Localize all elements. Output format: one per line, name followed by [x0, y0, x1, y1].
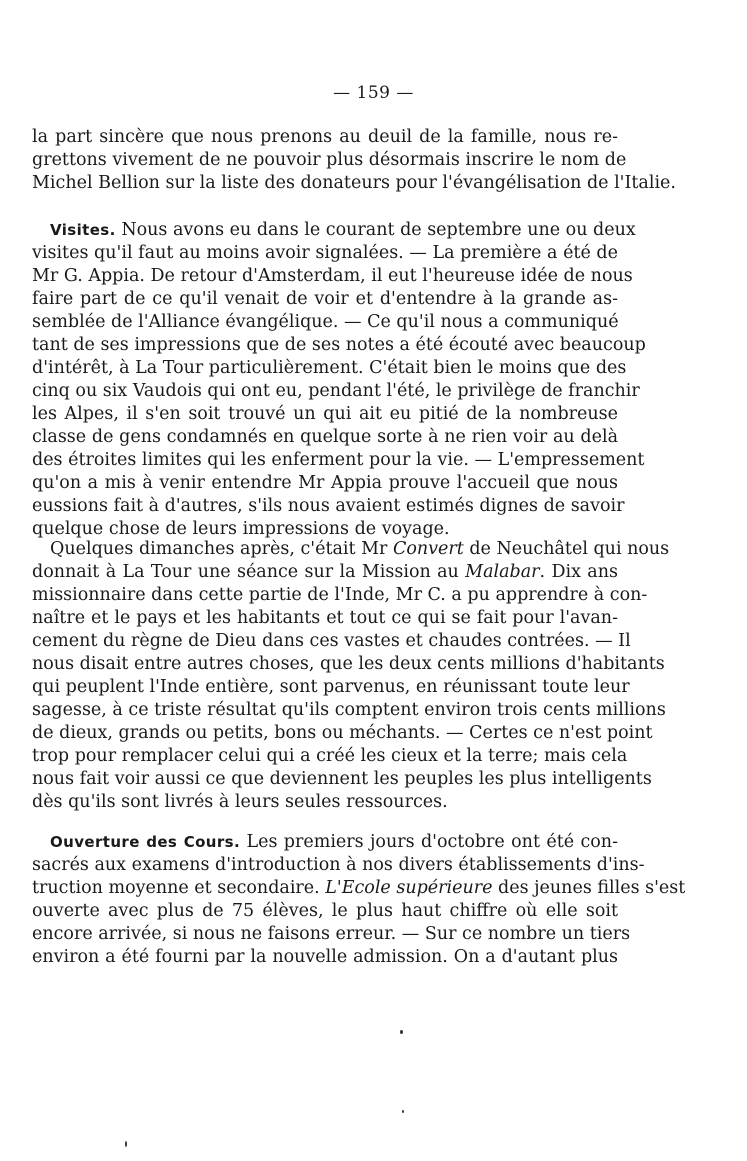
text-line: ouverte avec plus de 75 élèves, le plus haut chiffre où elle soit: [32, 901, 618, 921]
text-line: faire part de ce qu'il venait de voir et d'entendre à la grande as-: [32, 289, 618, 309]
text-line: qu'on a mis à venir entendre Mr Appia prouve l'accueil que nous: [32, 473, 618, 493]
section-heading-visites: Visites.: [50, 221, 116, 239]
text-line: missionnaire dans cette partie de l'Inde, Mr C. a pu apprendre à con-: [32, 585, 648, 605]
text-line: semblée de l'Alliance évangélique. — Ce qu'il nous a communiqué: [32, 312, 619, 332]
text-line: des étroites limites qui les enferment pour la vie. — L'empressement: [32, 450, 645, 470]
paragraph-bellion: [32, 126, 676, 195]
text-line: qui peuplent l'Inde entière, sont parvenus, en réunissant toute leur: [32, 677, 630, 697]
text-line: grettons vivement de ne pouvoir plus désormais inscrire le nom de: [32, 150, 627, 170]
ink-speck: [400, 1030, 403, 1034]
text-line: la part sincère que nous prenons au deuil de la famille, nous re-: [32, 127, 618, 147]
text-line: de dieux, grands ou petits, bons ou méchants. — Certes ce n'est point: [32, 723, 653, 743]
text-line: trop pour remplacer celui qui a créé les cieux et la terre; mais cela: [32, 746, 628, 766]
text-line: truction moyenne et secondaire. L'Ecole supérieure des jeunes filles s'est: [32, 878, 686, 898]
paragraph-convert: [32, 538, 670, 814]
text-line: Michel Bellion sur la liste des donateurs pour l'évangélisation de l'Italie.: [32, 173, 676, 193]
section-ouverture-des-cours: [32, 831, 686, 969]
text-line: sagesse, à ce triste résultat qu'ils comptent environ trois cents millions: [32, 700, 666, 720]
text-line: nous disait entre autres choses, que les deux cents millions d'habitants: [32, 654, 665, 674]
text-line: classe de gens condamnés en quelque sorte à ne rien voir au delà: [32, 427, 618, 447]
place-name: Malabar: [465, 562, 540, 582]
text-line: Ouverture des Cours. Les premiers jours d'octobre ont été con-: [50, 832, 618, 852]
text-line: eussions fait à d'autres, s'ils nous avaient estimés dignes de savoir: [32, 496, 625, 516]
text-line: sacrés aux examens d'introduction à nos divers établissements d'ins-: [32, 855, 645, 875]
text-line: Mr G. Appia. De retour d'Amsterdam, il eut l'heureuse idée de nous: [32, 266, 633, 286]
text-line: quelque chose de leurs impressions de voyage.: [32, 519, 450, 539]
text-line: donnait à La Tour une séance sur la Mission au Malabar. Dix ans: [32, 562, 618, 582]
ink-speck: [402, 1110, 404, 1113]
text-line: nous fait voir aussi ce que deviennent les peuples les plus intelligents: [32, 769, 652, 789]
school-name: L'Ecole supérieure: [325, 878, 493, 898]
text-line: Quelques dimanches après, c'était Mr Convert de Neuchâtel qui nous: [50, 539, 670, 559]
ink-speck: [125, 1141, 127, 1147]
text-line: cinq ou six Vaudois qui ont eu, pendant l'été, le privilège de franchir: [32, 381, 640, 401]
text-line: environ a été fourni par la nouvelle admission. On a d'autant plus: [32, 947, 618, 967]
page-number: — 159 —: [333, 83, 414, 103]
text-line: dès qu'ils sont livrés à leurs seules ressources.: [32, 792, 448, 812]
text-line: tant de ses impressions que de ses notes a été écouté avec beaucoup: [32, 335, 646, 355]
text-line: naître et le pays et les habitants et tout ce qui se fait pour l'avan-: [32, 608, 618, 628]
text-line: les Alpes, il s'en soit trouvé un qui ait eu pitié de la nombreuse: [32, 404, 618, 424]
text-line: encore arrivée, si nous ne faisons erreur. — Sur ce nombre un tiers: [32, 924, 631, 944]
text-line: Visites. Nous avons eu dans le courant de septembre une ou deux: [50, 220, 636, 240]
text-line: visites qu'il faut au moins avoir signalées. — La première a été de: [32, 243, 618, 263]
text-line: cement du règne de Dieu dans ces vastes et chaudes contrées. — Il: [32, 631, 631, 651]
text-line: d'intérêt, à La Tour particulièrement. C'était bien le moins que des: [32, 358, 627, 378]
person-name: Convert: [392, 539, 464, 559]
section-visites: [32, 219, 646, 541]
section-heading-cours: Ouverture des Cours.: [50, 833, 241, 851]
